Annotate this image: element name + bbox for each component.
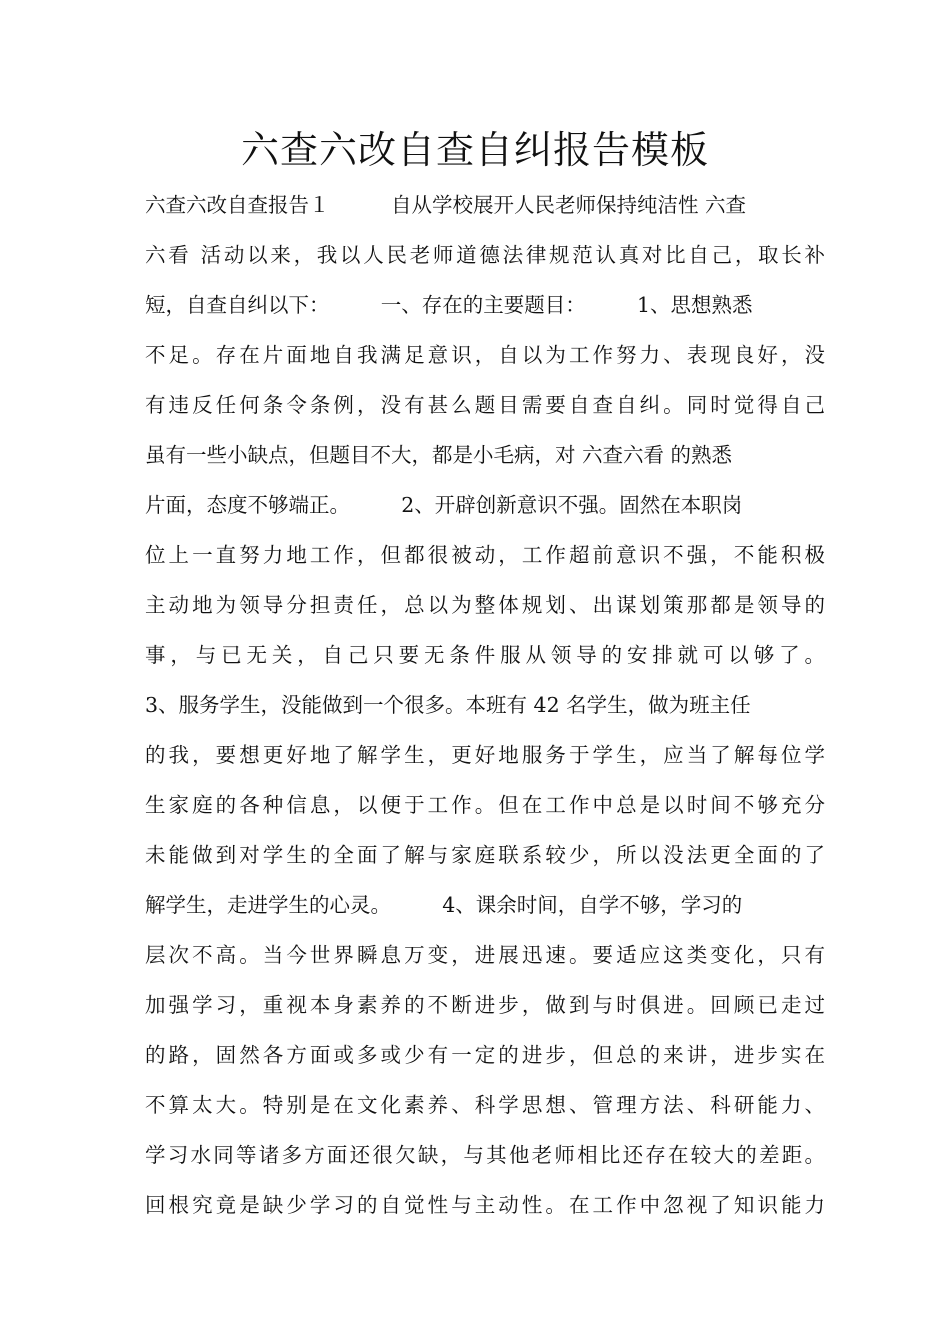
body-line: 不足。存在片面地自我满足意识，自以为工作努力、表现良好，没	[145, 343, 825, 367]
body-line: 学习水同等诸多方面还很欠缺，与其他老师相比还存在较大的差距。	[145, 1143, 825, 1167]
body-line: 不算太大。特别是在文化素养、科学思想、管理方法、科研能力、	[145, 1093, 825, 1117]
document-body	[145, 180, 825, 1230]
body-line: 六查六改自查报告１ 自从学校展开人民老师保持纯洁性 六查	[145, 193, 747, 217]
body-line: 未能做到对学生的全面了解与家庭联系较少，所以没法更全面的了	[145, 843, 825, 867]
body-line: 事，与已无关，自己只要无条件服从领导的安排就可以够了。	[145, 643, 825, 667]
body-line: 虽有一些小缺点，但题目不大，都是小毛病，对 六查六看 的熟悉	[145, 443, 733, 467]
body-line: 生家庭的各种信息，以便于工作。但在工作中总是以时间不够充分	[145, 793, 825, 817]
document-title: 六查六改自查自纠报告模板	[240, 128, 709, 172]
body-line: 片面，态度不够端正。 2、开辟创新意识不强。固然在本职岗	[145, 493, 743, 517]
body-line: 主动地为领导分担责任，总以为整体规划、出谋划策那都是领导的	[145, 593, 825, 617]
body-line: 加强学习，重视本身素养的不断进步，做到与时俱进。回顾已走过	[145, 993, 825, 1017]
body-line: 回根究竟是缺少学习的自觉性与主动性。在工作中忽视了知识能力	[145, 1193, 825, 1217]
body-line: 六看 活动以来，我以人民老师道德法律规范认真对比自己，取长补	[145, 243, 825, 267]
body-line: 有违反任何条令条例，没有甚么题目需要自查自纠。同时觉得自己	[145, 393, 825, 417]
body-line: 的我，要想更好地了解学生，更好地服务于学生，应当了解每位学	[145, 743, 825, 767]
body-line: 的路，固然各方面或多或少有一定的进步，但总的来讲，进步实在	[145, 1043, 825, 1067]
body-line: 短，自查自纠以下： 一、存在的主要题目： 1、思想熟悉	[145, 293, 753, 317]
body-line: 层次不高。当今世界瞬息万变，进展迅速。要适应这类变化，只有	[145, 943, 825, 967]
body-line: 3、服务学生，没能做到一个很多。本班有 42 名学生，做为班主任	[145, 693, 751, 717]
body-line: 解学生，走进学生的心灵。 4、课余时间，自学不够，学习的	[145, 893, 743, 917]
body-line: 位上一直努力地工作，但都很被动，工作超前意识不强，不能积极	[145, 543, 825, 567]
